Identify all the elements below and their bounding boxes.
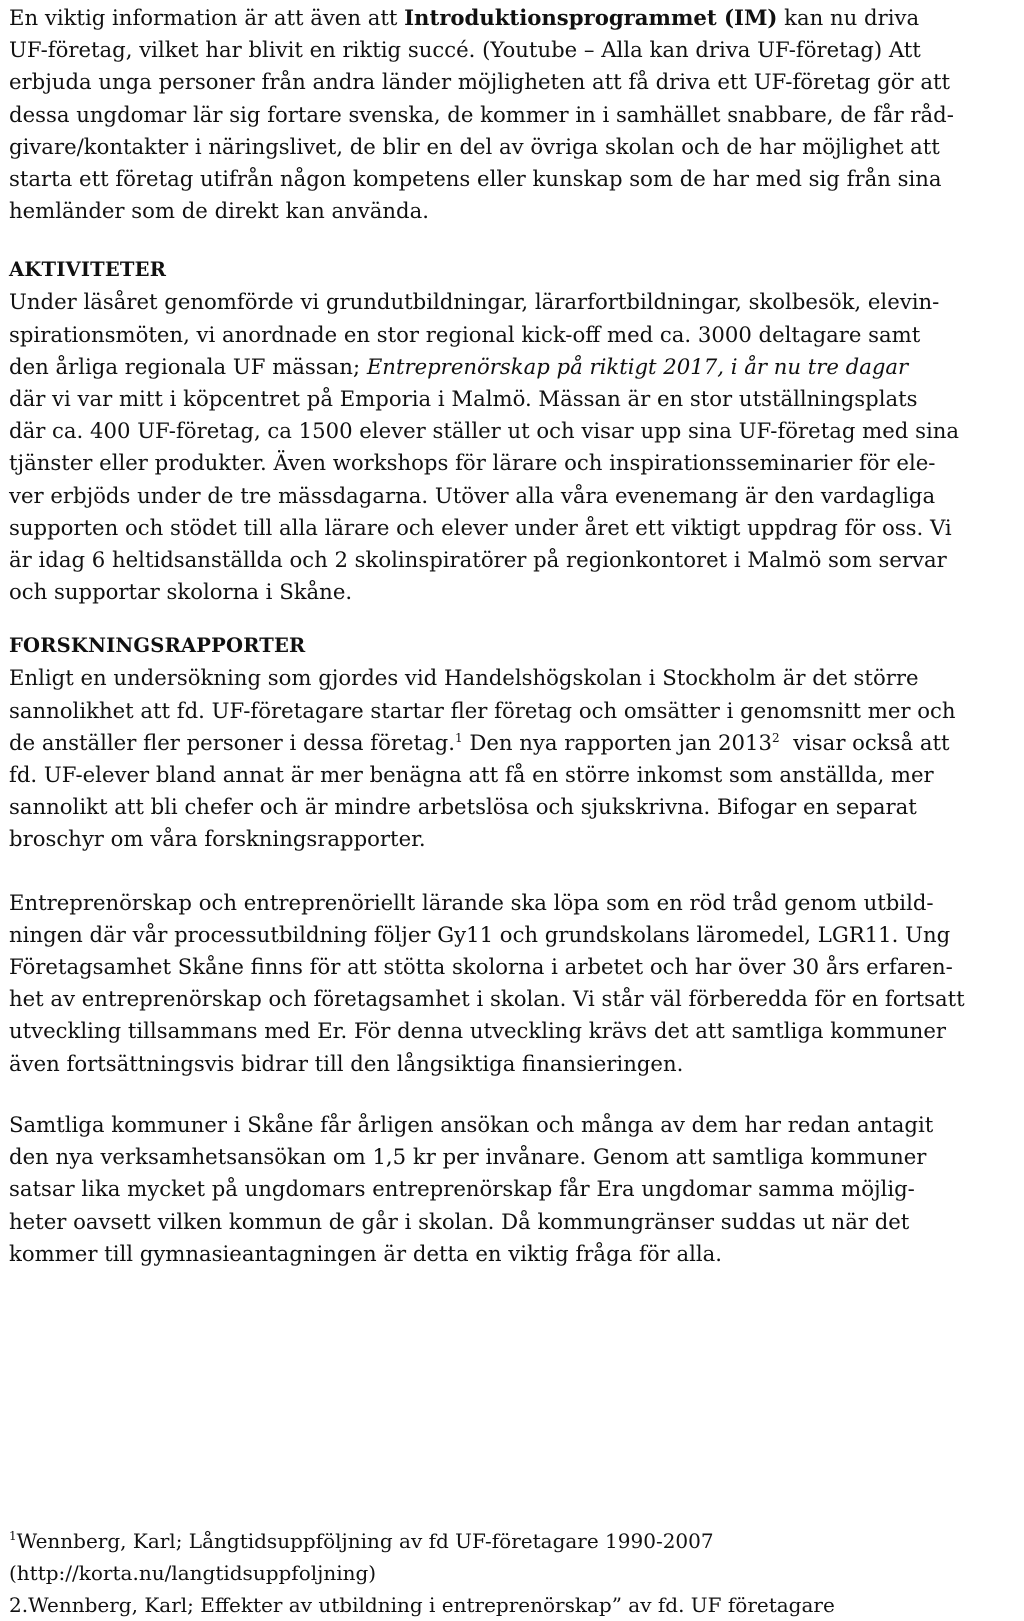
text-line: där ca. 400 UF-företag, ca 1500 elever ställer ut och visar upp sina UF-företag med sina — [9, 418, 960, 444]
forskning-paragraph — [9, 662, 1010, 855]
section-heading-aktiviteter: AKTIVITETER — [9, 258, 167, 282]
text-line: ningen där vår processutbildning följer Gy11 och grundskolans läromedel, LGR11. Ung — [9, 921, 951, 947]
kommuner-paragraph — [9, 1109, 1010, 1270]
footnote-1-url: (http://korta.nu/langtidsuppfoljning) — [9, 1561, 377, 1585]
text-line: kommer till gymnasieantagningen är detta en viktig fråga för alla. — [9, 1240, 723, 1266]
text-line: starta ett företag utifrån någon kompetens eller kunskap som de har med sig från sina — [9, 166, 942, 192]
section-heading-forskningsrapporter: FORSKNINGSRAPPORTER — [9, 634, 306, 658]
text-line: de anställer fler personer i dessa företag.$^1$ Den nya rapporten jan 2013$^2$ visar också att — [9, 729, 950, 755]
text-line: En viktig information är att även att Introduktionsprogrammet (IM) kan nu driva — [9, 5, 920, 30]
text-line: hemländer som de direkt kan använda. — [9, 198, 429, 224]
text-line: heter oavsett vilken kommun de går i skolan. Då kommungränser suddas ut när det — [9, 1208, 910, 1234]
footnote-ref-2: 2 — [771, 730, 780, 745]
event-title: Entreprenörskap på riktigt 2017, i år nu tre dagar — [366, 353, 909, 379]
text-line: spirationsmöten, vi anordnade en stor regional kick-off med ca. 3000 deltagare samt — [9, 321, 921, 347]
text-line: het av entreprenörskap och företagsamhet i skolan. Vi står väl förberedda för en fortsatt — [9, 986, 965, 1012]
intro-paragraph — [9, 2, 1010, 227]
footnote-1: $^1$Wennberg, Karl; Långtidsuppföljning av fd UF-företagare 1990-2007 — [9, 1529, 714, 1553]
entreprenorskap-paragraph — [9, 887, 1010, 1080]
text-line: är idag 6 heltidsanställda och 2 skolinspiratörer på regionkontoret i Malmö som servar — [9, 547, 947, 573]
text-line: Under läsåret genomförde vi grundutbildningar, lärarfortbildningar, skolbesök, elevin- — [9, 289, 940, 315]
footnote-ref-1: 1 — [454, 730, 463, 745]
text-line: tjänster eller produkter. Även workshops för lärare och inspirationsseminarier för ele- — [9, 450, 936, 476]
text-line: Entreprenörskap och entreprenöriellt lärande ska löpa som en röd tråd genom utbild- — [9, 889, 934, 915]
text-line: fd. UF-elever bland annat är mer benägna att få en större inkomst som anställda, mer — [9, 762, 934, 788]
footnotes — [9, 1520, 835, 1621]
emphasis-im: Introduktionsprogrammet (IM) — [404, 5, 778, 30]
text-line: Samtliga kommuner i Skåne får årligen ansökan och många av dem har redan antagit — [9, 1111, 934, 1137]
text-line: utveckling tillsammans med Er. För denna utveckling krävs det att samtliga kommuner — [9, 1018, 946, 1044]
text-line: ver erbjöds under de tre mässdagarna. Utöver alla våra evenemang är den vardagliga — [9, 482, 936, 508]
text-line: även fortsättningsvis bidrar till den långsiktiga finansieringen. — [9, 1050, 684, 1076]
text-line: sannolikt att bli chefer och är mindre arbetslösa och sjukskrivna. Bifogar en separat — [9, 794, 917, 820]
text-line: givare/kontakter i näringslivet, de blir en del av övriga skolan och de har möjlighet att — [9, 133, 940, 159]
text-line: dessa ungdomar lär sig fortare svenska, de kommer in i samhället snabbare, de får råd- — [9, 101, 954, 127]
text-line: UF-företag, vilket har blivit en riktig succé. (Youtube – Alla kan driva UF-företag) Att — [9, 37, 921, 63]
text-line: den årliga regionala UF mässan; Entreprenörskap på riktigt 2017, i år nu tre dagar — [9, 353, 909, 379]
text-line: Företagsamhet Skåne finns för att stötta skolorna i arbetet och har över 30 års erfaren- — [9, 954, 953, 980]
text-line: supporten och stödet till alla lärare och elever under året ett viktigt uppdrag för oss. Vi — [9, 514, 952, 540]
text-line: den nya verksamhetsansökan om 1,5 kr per invånare. Genom att samtliga kommuner — [9, 1144, 927, 1170]
text-line: där vi var mitt i köpcentret på Emporia i Malmö. Mässan är en stor utställningsplats — [9, 386, 918, 412]
text-line: satsar lika mycket på ungdomars entreprenörskap får Era ungdomar samma möjlig- — [9, 1176, 915, 1202]
footnote-2: 2.Wennberg, Karl; Effekter av utbildning i entreprenörskap” av fd. UF företagare — [9, 1593, 835, 1617]
text-line: erbjuda unga personer från andra länder möjligheten att få driva ett UF-företag gör att — [9, 69, 951, 95]
text-line: sannolikhet att fd. UF-företagare startar fler företag och omsätter i genomsnitt mer och — [9, 697, 956, 723]
text-line: broschyr om våra forskningsrapporter. — [9, 826, 426, 852]
aktiviteter-paragraph — [9, 286, 1010, 608]
text-line: och supportar skolorna i Skåne. — [9, 579, 353, 605]
footnote-mark-1: 1 — [9, 1529, 17, 1543]
text-line: Enligt en undersökning som gjordes vid Handelshögskolan i Stockholm är det större — [9, 665, 919, 691]
